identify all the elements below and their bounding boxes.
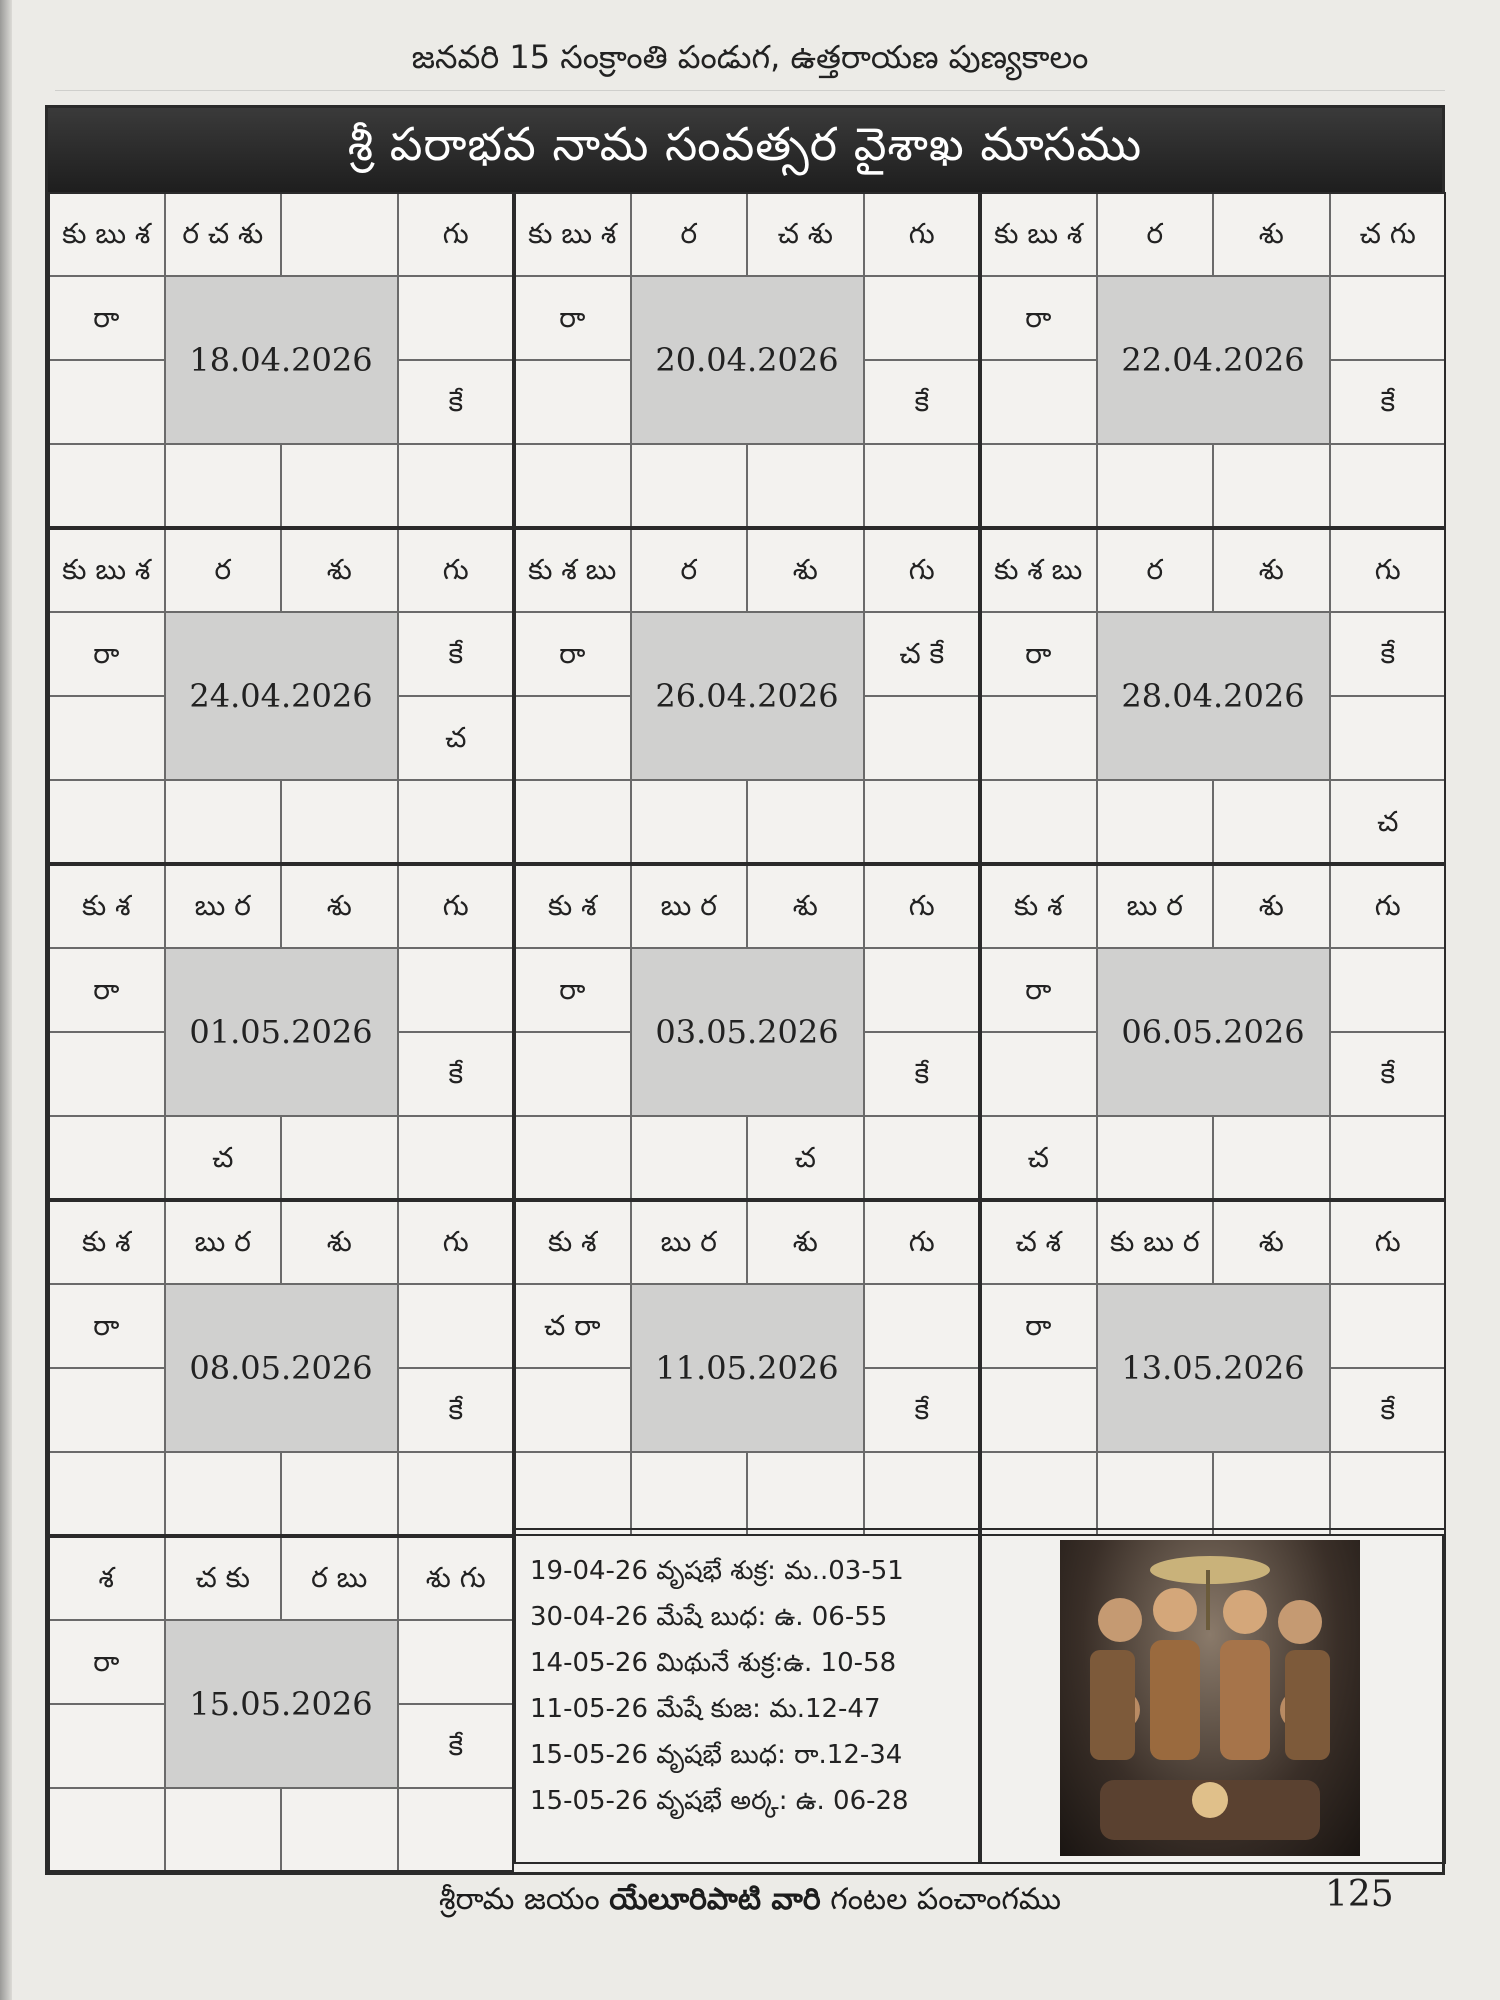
house-cell: చ కు	[165, 1536, 282, 1620]
house-cell: గు	[864, 864, 981, 948]
house-cell	[48, 1788, 165, 1872]
deities-illustration	[1060, 1540, 1360, 1856]
house-cell: రా	[980, 276, 1097, 360]
house-cell	[864, 1284, 981, 1368]
house-cell: శు	[281, 1200, 398, 1284]
rasi-chart	[48, 192, 514, 528]
house-cell: శు	[747, 864, 864, 948]
panchangam-table	[45, 105, 1445, 1875]
house-cell: కే	[1330, 1368, 1447, 1452]
chart-date: 03.05.2026	[631, 948, 864, 1116]
house-cell	[514, 696, 631, 780]
house-cell: ర బు	[281, 1536, 398, 1620]
house-cell: కు శ బు	[980, 528, 1097, 612]
transit-line: 19-04-26 వృషభే శుక్ర: మ..03-51	[530, 1556, 904, 1586]
rasi-chart	[514, 1200, 980, 1536]
house-cell: గు	[864, 192, 981, 276]
house-cell: చ శు	[747, 192, 864, 276]
chart-date: 26.04.2026	[631, 612, 864, 780]
house-cell	[631, 444, 748, 528]
house-cell	[864, 780, 981, 864]
house-cell: ర	[1097, 528, 1214, 612]
house-cell: బు ర	[165, 864, 282, 948]
house-cell: బు ర	[165, 1200, 282, 1284]
house-cell: ర	[631, 192, 748, 276]
house-cell	[398, 444, 515, 528]
house-cell	[514, 1032, 631, 1116]
house-cell	[864, 444, 981, 528]
house-cell: గు	[398, 192, 515, 276]
house-cell	[1330, 696, 1447, 780]
house-cell	[398, 780, 515, 864]
house-cell	[1330, 444, 1447, 528]
house-cell	[1213, 1116, 1330, 1200]
house-cell: కే	[1330, 360, 1447, 444]
house-cell	[747, 444, 864, 528]
house-cell	[48, 1116, 165, 1200]
house-cell: చ	[980, 1116, 1097, 1200]
house-cell: కు బు శ	[48, 528, 165, 612]
house-cell: రా	[514, 612, 631, 696]
house-cell: చ గు	[1330, 192, 1447, 276]
rasi-chart	[980, 864, 1446, 1200]
house-cell	[514, 780, 631, 864]
house-cell	[398, 1116, 515, 1200]
house-cell: రా	[514, 948, 631, 1032]
chart-date: 06.05.2026	[1097, 948, 1330, 1116]
house-cell	[281, 1116, 398, 1200]
house-cell	[980, 444, 1097, 528]
house-cell	[281, 1452, 398, 1536]
house-cell: ర	[631, 528, 748, 612]
house-cell: కే	[864, 1032, 981, 1116]
house-cell: చ రా	[514, 1284, 631, 1368]
house-cell: రా	[980, 612, 1097, 696]
book-spine-shadow	[0, 0, 12, 2000]
house-cell	[864, 276, 981, 360]
transit-line: 15-05-26 వృషభే అర్క: ఉ. 06-28	[530, 1786, 909, 1816]
chart-date: 28.04.2026	[1097, 612, 1330, 780]
page-number: 125	[1325, 1874, 1394, 1915]
house-cell: రా	[48, 1284, 165, 1368]
house-cell	[48, 780, 165, 864]
house-cell	[980, 1452, 1097, 1536]
house-cell	[1330, 1452, 1447, 1536]
chart-date: 01.05.2026	[165, 948, 398, 1116]
house-cell: గు	[1330, 528, 1447, 612]
chart-date: 24.04.2026	[165, 612, 398, 780]
footer-text-2: యేలూరిపాటి వారి	[609, 1882, 821, 1917]
house-cell: గు	[398, 528, 515, 612]
house-cell	[398, 1284, 515, 1368]
transit-line: 14-05-26 మిథునే శుక్ర:ఉ. 10-58	[530, 1648, 897, 1678]
chart-date: 15.05.2026	[165, 1620, 398, 1788]
house-cell: గు	[1330, 864, 1447, 948]
house-cell	[514, 1116, 631, 1200]
house-cell	[864, 1452, 981, 1536]
house-cell: ర	[1097, 192, 1214, 276]
rasi-chart	[514, 528, 980, 864]
rasi-chart	[514, 192, 980, 528]
house-cell	[514, 444, 631, 528]
house-cell: శు	[747, 1200, 864, 1284]
house-cell	[48, 360, 165, 444]
house-cell: కే	[398, 1032, 515, 1116]
chart-date: 20.04.2026	[631, 276, 864, 444]
rasi-chart	[48, 528, 514, 864]
footer-text-1: శ్రీరామ జయం	[438, 1882, 600, 1917]
rasi-chart	[514, 864, 980, 1200]
house-cell	[631, 1116, 748, 1200]
house-cell: గు	[398, 864, 515, 948]
rasi-chart	[48, 864, 514, 1200]
house-cell: చ	[1330, 780, 1447, 864]
house-cell	[980, 360, 1097, 444]
house-cell	[281, 1788, 398, 1872]
chart-date: 18.04.2026	[165, 276, 398, 444]
house-cell: శు	[1213, 1200, 1330, 1284]
header-rule	[55, 90, 1445, 91]
house-cell	[1213, 1452, 1330, 1536]
house-cell	[398, 276, 515, 360]
house-cell: కు బు శ	[48, 192, 165, 276]
house-cell: కు శ	[514, 864, 631, 948]
house-cell: రా	[48, 1620, 165, 1704]
house-cell	[48, 1452, 165, 1536]
chart-date: 13.05.2026	[1097, 1284, 1330, 1452]
house-cell: ర	[165, 528, 282, 612]
house-cell	[398, 1788, 515, 1872]
house-cell: రా	[48, 276, 165, 360]
house-cell: రా	[980, 948, 1097, 1032]
house-cell: చ కే	[864, 612, 981, 696]
house-cell: శు	[1213, 528, 1330, 612]
house-cell	[281, 192, 398, 276]
house-cell	[631, 1452, 748, 1536]
house-cell: గు	[864, 528, 981, 612]
house-cell: కు బు శ	[514, 192, 631, 276]
house-cell: శు	[747, 528, 864, 612]
house-cell: శ	[48, 1536, 165, 1620]
devotional-image	[1060, 1540, 1360, 1856]
house-cell: కే	[864, 360, 981, 444]
house-cell	[631, 780, 748, 864]
house-cell: చ శ	[980, 1200, 1097, 1284]
house-cell	[1097, 1116, 1214, 1200]
house-cell	[980, 780, 1097, 864]
house-cell	[747, 1452, 864, 1536]
house-cell	[864, 948, 981, 1032]
house-cell: కే	[398, 360, 515, 444]
rasi-chart	[980, 1200, 1446, 1536]
house-cell: రా	[48, 612, 165, 696]
house-cell: బు ర	[631, 864, 748, 948]
house-cell: రా	[980, 1284, 1097, 1368]
rasi-chart	[980, 192, 1446, 528]
house-cell: కే	[864, 1368, 981, 1452]
house-cell: కు బు ర	[1097, 1200, 1214, 1284]
chart-date: 22.04.2026	[1097, 276, 1330, 444]
house-cell: కు శ	[514, 1200, 631, 1284]
house-cell: కే	[398, 1704, 515, 1788]
house-cell	[398, 1620, 515, 1704]
house-cell: కే	[398, 612, 515, 696]
house-cell	[398, 1452, 515, 1536]
picture-box	[980, 1528, 1446, 1864]
house-cell: కే	[398, 1368, 515, 1452]
house-cell: శు	[1213, 192, 1330, 276]
house-cell: కే	[1330, 1032, 1447, 1116]
house-cell	[165, 444, 282, 528]
house-cell	[1097, 780, 1214, 864]
page-header: జనవరి 15 సంక్రాంతి పండుగ, ఉత్తరాయణ పుణ్యకాలం	[411, 38, 1089, 76]
house-cell: కు శ బు	[514, 528, 631, 612]
house-cell	[398, 948, 515, 1032]
house-cell: కు శ	[48, 864, 165, 948]
house-cell	[747, 780, 864, 864]
house-cell	[48, 444, 165, 528]
house-cell	[514, 1452, 631, 1536]
chart-date: 08.05.2026	[165, 1284, 398, 1452]
house-cell	[980, 1368, 1097, 1452]
house-cell	[864, 1116, 981, 1200]
house-cell	[980, 696, 1097, 780]
transit-line: 15-05-26 వృషభే బుధ: రా.12-34	[530, 1740, 903, 1770]
house-cell: బు ర	[631, 1200, 748, 1284]
house-cell: శు	[281, 528, 398, 612]
house-cell	[165, 780, 282, 864]
house-cell: చ	[747, 1116, 864, 1200]
house-cell	[514, 1368, 631, 1452]
house-cell	[1330, 276, 1447, 360]
rasi-chart	[48, 1536, 514, 1872]
house-cell: గు	[864, 1200, 981, 1284]
house-cell	[980, 1032, 1097, 1116]
house-cell	[281, 444, 398, 528]
planet-transits-box	[514, 1528, 980, 1864]
house-cell	[48, 696, 165, 780]
house-cell: కు శ	[48, 1200, 165, 1284]
house-cell: శు	[1213, 864, 1330, 948]
rasi-chart	[48, 1200, 514, 1536]
house-cell	[165, 1788, 282, 1872]
house-cell	[48, 1704, 165, 1788]
house-cell	[1213, 780, 1330, 864]
house-cell: చ	[398, 696, 515, 780]
house-cell: శు గు	[398, 1536, 515, 1620]
house-cell	[1097, 1452, 1214, 1536]
house-cell: బు ర	[1097, 864, 1214, 948]
house-cell: కు శ	[980, 864, 1097, 948]
house-cell: కు బు శ	[980, 192, 1097, 276]
house-cell	[1330, 1284, 1447, 1368]
house-cell	[48, 1032, 165, 1116]
house-cell: శు	[281, 864, 398, 948]
house-cell: చ	[165, 1116, 282, 1200]
chart-date: 11.05.2026	[631, 1284, 864, 1452]
table-title: శ్రీ పరాభవ నామ సంవత్సర వైశాఖ మాసము	[48, 108, 1442, 192]
house-cell	[165, 1452, 282, 1536]
transit-line: 30-04-26 మేషే బుధ: ఉ. 06-55	[530, 1602, 888, 1632]
house-cell: ర చ శు	[165, 192, 282, 276]
house-cell	[514, 360, 631, 444]
footer-text-3: గంటల పంచాంగము	[830, 1882, 1062, 1917]
house-cell	[281, 780, 398, 864]
house-cell	[1330, 948, 1447, 1032]
house-cell: కే	[1330, 612, 1447, 696]
house-cell	[1097, 444, 1214, 528]
house-cell	[864, 696, 981, 780]
house-cell	[48, 1368, 165, 1452]
house-cell	[1330, 1116, 1447, 1200]
house-cell: రా	[48, 948, 165, 1032]
house-cell: గు	[1330, 1200, 1447, 1284]
rasi-chart	[980, 528, 1446, 864]
transit-line: 11-05-26 మేషే కుజ: మ.12-47	[530, 1694, 881, 1724]
house-cell: రా	[514, 276, 631, 360]
house-cell: గు	[398, 1200, 515, 1284]
footer	[0, 1882, 1500, 1924]
house-cell	[1213, 444, 1330, 528]
